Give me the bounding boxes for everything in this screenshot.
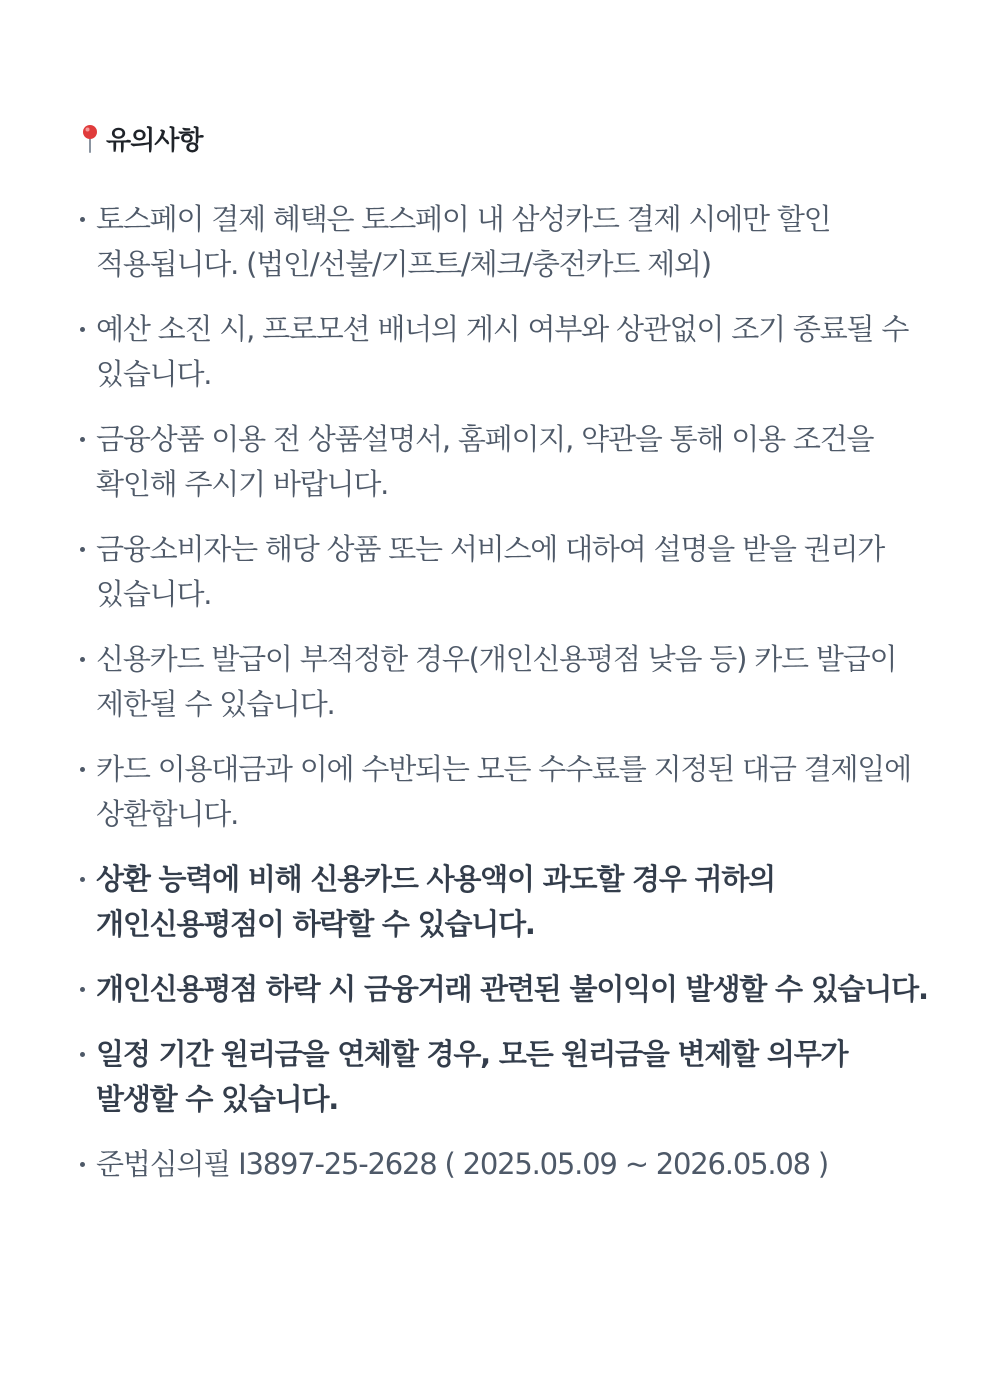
notice-item [80, 417, 930, 507]
notice-item-text: 신용카드 발급이 부적정한 경우(개인신용평점 낮음 등) 카드 발급이 제한될 수 있습니다. [96, 642, 897, 721]
notice-item-text: 개인신용평점 하락 시 금융거래 관련된 불이익이 발생할 수 있습니다. [96, 972, 928, 1006]
notice-item-emphasis [80, 1032, 930, 1122]
notice-item-emphasis [80, 967, 930, 1012]
bullet-dot [80, 767, 85, 772]
bullet-dot [80, 1052, 85, 1057]
bullet-dot [80, 547, 85, 552]
notice-title: 유의사항 [106, 126, 203, 156]
notice-list [80, 197, 930, 1187]
notice-item-text: 금융상품 이용 전 상품설명서, 홈페이지, 약관을 통해 이용 조건을 확인해 주시기 바랍니다. [96, 422, 874, 501]
notice-item [80, 197, 930, 287]
bullet-dot [80, 987, 85, 992]
bullet-dot [80, 327, 85, 332]
compliance-number: 준법심의필 I3897-25-2628 ( 2025.05.09 ~ 2026.05.08 ) [96, 1147, 828, 1181]
notice-item-text: 토스페이 결제 혜택은 토스페이 내 삼성카드 결제 시에만 할인 적용됩니다. (법인/선불/기프트/체크/충전카드 제외) [96, 202, 831, 281]
notice-item-text: 금융소비자는 해당 상품 또는 서비스에 대하여 설명을 받을 권리가 있습니다. [96, 532, 885, 611]
notice-item-compliance [80, 1142, 930, 1187]
notice-item [80, 747, 930, 837]
bullet-dot [80, 657, 85, 662]
notice-item [80, 307, 930, 397]
bullet-dot [80, 217, 85, 222]
notice-item-emphasis [80, 857, 930, 947]
notice-header [80, 120, 930, 157]
pin-icon [80, 124, 100, 154]
notice-item-text: 일정 기간 원리금을 연체할 경우, 모든 원리금을 변제할 의무가 발생할 수 있습니다. [96, 1037, 848, 1116]
bullet-dot [80, 877, 85, 882]
notice-item-text: 카드 이용대금과 이에 수반되는 모든 수수료를 지정된 대금 결제일에 상환합니다. [96, 752, 911, 831]
notice-item-text: 상환 능력에 비해 신용카드 사용액이 과도할 경우 귀하의 개인신용평점이 하락할 수 있습니다. [96, 862, 775, 941]
notice-item-text: 예산 소진 시, 프로모션 배너의 게시 여부와 상관없이 조기 종료될 수 있습니다. [96, 312, 909, 391]
bullet-dot [80, 1162, 85, 1167]
notice-item [80, 527, 930, 617]
bullet-dot [80, 437, 85, 442]
notice-item [80, 637, 930, 727]
